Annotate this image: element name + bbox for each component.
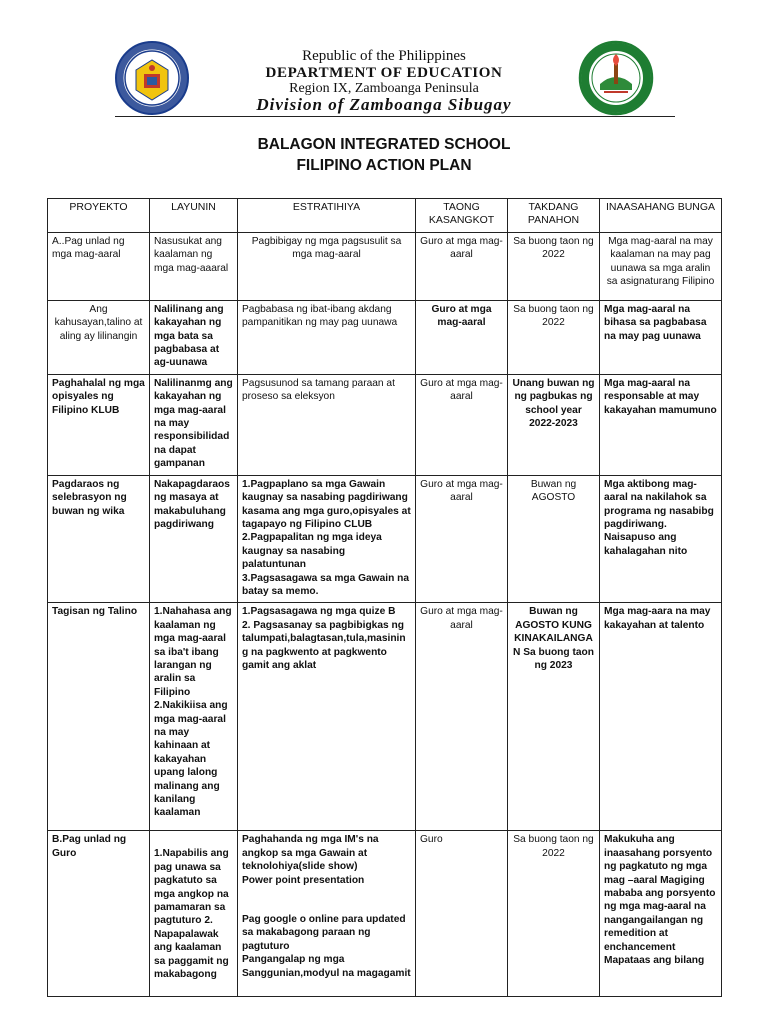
estratihiya-line: 1.Pagsasagawa ng mga quize B [242,606,396,618]
table-row [48,831,722,997]
cell-taong-kasangkot: Guro [416,831,508,997]
cell-layunin: Nakapagdaraos ng masaya at makabuluhang pagdiriwang [150,475,238,603]
table-header-row [48,199,722,233]
table-row [48,374,722,475]
document-titles [0,134,768,176]
cell-estratihiya [238,475,416,603]
estratihiya-line: 2.Pagpapalitan ng mga ideya kaugnay sa nasabing palatuntunan [242,532,382,571]
header-layunin: LAYUNIN [150,199,238,233]
estratihiya-line: Pagbabasa ng ibat-ibang akdang pampanitikan ng may pag uunawa [242,303,398,329]
table-row [48,603,722,831]
cell-inaasahang-bunga: Makukuha ang inaasahang porsyento ng pagkatuto ng mga mag –aaral Magiging mababa ang porsyento ng mga mag-aaral na nangangailangan ng remedition at enchancement Mapataas ang bilang [600,831,722,997]
estratihiya-line: 1.Pagpaplano sa mga Gawain kaugnay sa nasabing pagdiriwang kasama ang mga guro,opisyales at tagapayo ng Filipino CLUB [242,478,411,530]
cell-layunin: Nalilinang ang kakayahan ng mga bata sa pagbabasa at ag-uunawa [150,300,238,374]
layunin-text: 1.Napabilis ang pag unawa sa pagkatuto sa mga angkop na pamamaran sa pagtuturo 2. Napapalawak ang kaalaman sa paggamit ng makabagong [154,848,229,980]
action-plan-table [47,198,722,997]
cell-taong-kasangkot: Guro at mga mag-aaral [416,300,508,374]
header-taong-kasangkot: TAONG KASANGKOT [416,199,508,233]
cell-inaasahang-bunga: Mga mag-aaral na bihasa sa pagbabasa na may pag uunawa [600,300,722,374]
cell-proyekto: Paghahalal ng mga opisyales ng Filipino KLUB [48,374,150,475]
cell-proyekto: Pagdaraos ng selebrasyon ng buwan ng wika [48,475,150,603]
cell-layunin [150,831,238,997]
cell-proyekto: B.Pag unlad ng Guro [48,831,150,997]
cell-estratihiya [238,603,416,831]
cell-estratihiya [238,232,416,300]
cell-takdang-panahon: Unang buwan ng ng pagbukas ng school year 2022-2023 [508,374,600,475]
department-label: DEPARTMENT OF EDUCATION [265,65,503,81]
cell-layunin: 1.Nahahasa ang kaalaman ng mga mag-aaral sa iba't ibang larangan ng aralin sa Filipino 2.Nakikiisa ang mga mag-aaral na may kahinaan at kakayahan upang lalong malinang ang kanilang kaalaman [150,603,238,831]
cell-inaasahang-bunga: Mga mag-aaral na may kaalaman na may pag uunawa sa mga aralin sa asignaturang Filipino [600,232,722,300]
estratihiya-line: Paghahanda ng mga IM's na angkop sa mga Gawain at teknolohiya(slide show) [242,834,379,873]
estratihiya-line: Power point presentation [242,874,365,886]
estratihiya-gap [242,887,411,913]
cell-estratihiya [238,374,416,475]
cell-layunin: Nalilinanmg ang kakayahan ng mga mag-aaral na may responsibilidad na dapat gampanan [150,374,238,475]
cell-takdang-panahon: Buwan ng AGOSTO KUNG KINAKAILANGAN Sa buong taon ng 2023 [508,603,600,831]
republic-label: Republic of the Philippines [302,48,466,64]
letterhead [0,40,768,120]
table-row [48,300,722,374]
region-label: Region IX, Zamboanga Peninsula [289,81,479,96]
estratihiya-line: Pag google o online para updated sa makabagong paraan ng pagtuturo [242,913,406,952]
table-row [48,232,722,300]
header-estratihiya: ESTRATIHIYA [238,199,416,233]
school-name: BALAGON INTEGRATED SCHOOL [257,136,511,153]
estratihiya-line: Pagsusunod sa tamang paraan at proseso sa eleksyon [242,377,395,403]
cell-takdang-panahon: Sa buong taon ng 2022 [508,232,600,300]
header-takdang-panahon: TAKDANG PANAHON [508,199,600,233]
letterhead-text [200,48,568,114]
cell-layunin: Nasusukat ang kaalaman ng mga mag-aaaral [150,232,238,300]
table-row [48,475,722,603]
cell-inaasahang-bunga: Mga aktibong mag-aaral na nakilahok sa programa ng nasabibg pagdiriwang. Naisapuso ang kahalagahan nito [600,475,722,603]
cell-taong-kasangkot: Guro at mga mag-aaral [416,475,508,603]
estratihiya-line: Pangangalap ng mga Sanggunian,modyul na magagamit [242,954,411,979]
cell-proyekto: Ang kahusayan,talino at aling ay lilinangin [48,300,150,374]
cell-takdang-panahon: Buwan ng AGOSTO [508,475,600,603]
estratihiya-line: 3.Pagsasagawa sa mga Gawain na batay sa memo. [242,572,410,597]
letterhead-divider [115,116,675,117]
cell-proyekto: A..Pag unlad ng mga mag-aaral [48,232,150,300]
cell-inaasahang-bunga: Mga mag-aaral na responsable at may kakayahan mamumuno [600,374,722,475]
cell-estratihiya [238,300,416,374]
plan-title: FILIPINO ACTION PLAN [296,157,472,174]
cell-taong-kasangkot: Guro at mga mag-aaral [416,232,508,300]
deped-seal-icon [114,40,190,116]
cell-estratihiya [238,831,416,997]
header-proyekto: PROYEKTO [48,199,150,233]
cell-takdang-panahon: Sa buong taon ng 2022 [508,831,600,997]
estratihiya-line: Pagbibigay ng mga pagsusulit sa mga mag-aaral [251,235,402,261]
estratihiya-line: 2. Pagsasanay sa pagbibigkas ng talumpati,balagtasan,tula,masining na pagkwento at pagkwento gamit ang aklat [242,619,406,671]
division-seal-icon [578,40,654,116]
cell-taong-kasangkot: Guro at mga mag-aaral [416,603,508,831]
cell-taong-kasangkot: Guro at mga mag-aaral [416,374,508,475]
header-inaasahang-bunga: INAASAHANG BUNGA [600,199,722,233]
division-label: Division of Zamboanga Sibugay [256,95,512,114]
cell-proyekto: Tagisan ng Talino [48,603,150,831]
cell-inaasahang-bunga: Mga mag-aara na may kakayahan at talento [600,603,722,831]
cell-takdang-panahon: Sa buong taon ng 2022 [508,300,600,374]
